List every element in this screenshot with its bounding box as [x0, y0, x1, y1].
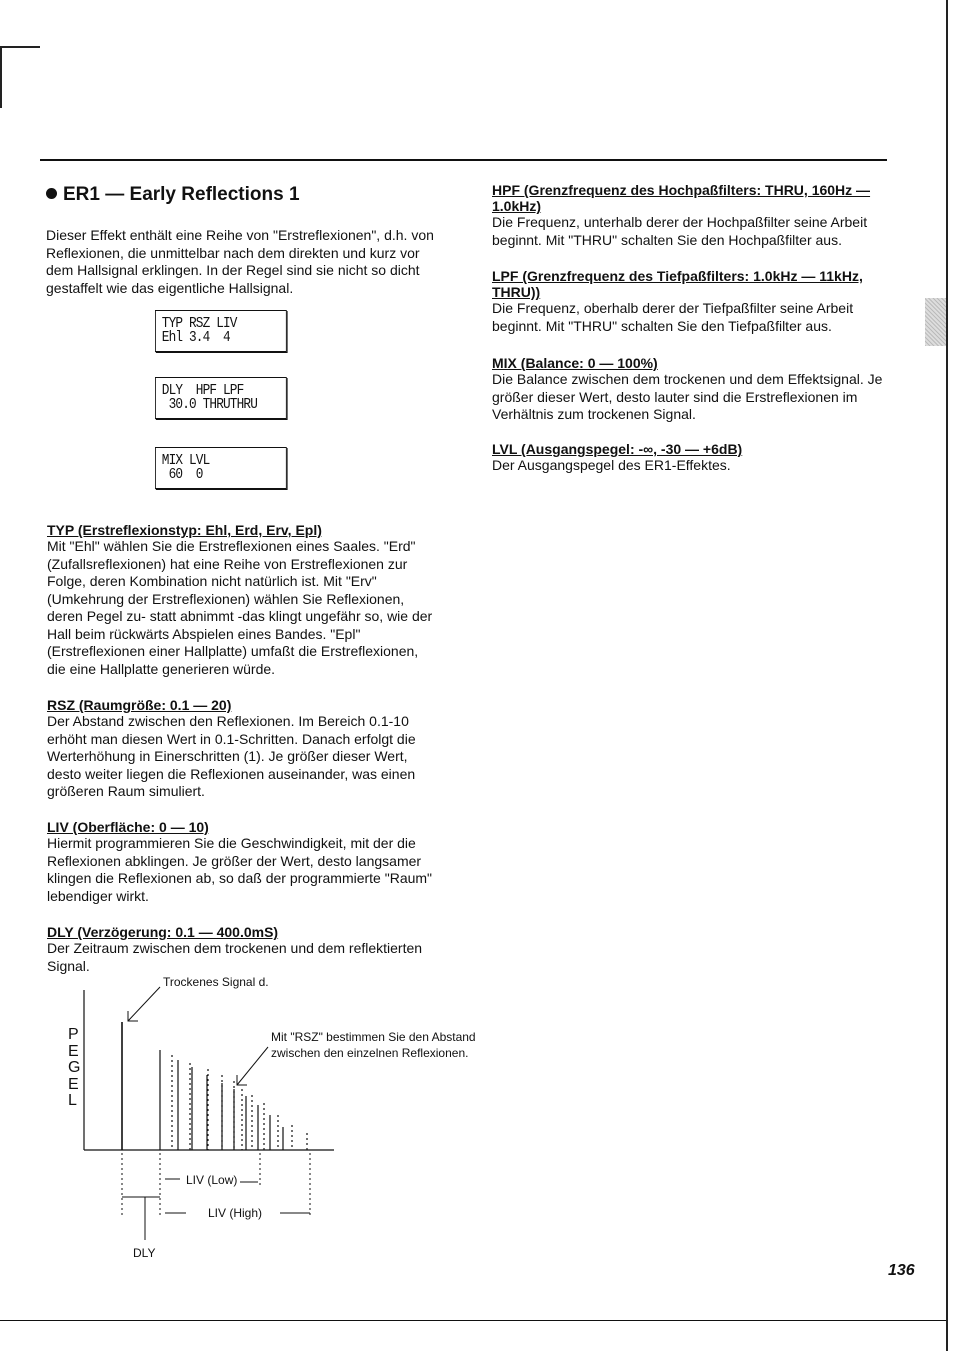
param-lvl	[492, 441, 887, 475]
lcd-display-2: DLY HPF LPF 30.0 THRUTHRU	[155, 377, 287, 419]
lcd-display-3: MIX LVL 60 0	[155, 447, 287, 489]
arrow-dry	[128, 987, 160, 1021]
param-heading: LIV (Oberfläche: 0 — 10)	[47, 819, 209, 835]
param-text: Der Abstand zwischen den Reflexionen. Im Bereich 0.1-10 erhöht man diesen Wert in 0.1-Schritten. Danach erfolgt die Werterhöhung in Einerschritten (1). Je größer dieser Wert, desto weiter liegen die Reflexionen auseinander, was einen größeren Raum simuliert.	[47, 713, 416, 799]
param-text: Die Frequenz, unterhalb derer der Hochpaßfilter seine Arbeit beginnt. Mit "THRU" schalten Sie den Hochpaßfilter aus.	[492, 214, 868, 248]
bullet-icon	[46, 188, 57, 199]
lcd-display-1: TYP RSZ LIV Ehl 3.4 4	[155, 310, 287, 352]
right-page-edge	[946, 0, 948, 1351]
param-text: Der Zeitraum zwischen dem trockenen und dem reflektierten Signal.	[47, 940, 423, 974]
param-text: Die Frequenz, oberhalb derer der Tiefpaßfilter seine Arbeit beginnt. Mit "THRU" schalten Sie den Tiefpaßfilter aus.	[492, 300, 854, 334]
param-mix	[492, 355, 887, 424]
param-text: Hiermit programmieren Sie die Geschwindigkeit, mit der die Reflexionen abklingen. Je größer der Wert, desto langsamer klingen die Reflexionen ab, so daß der programmierte "Raum" lebendiger wirkt.	[47, 835, 433, 904]
label-dry-signal: Trockenes Signal d.	[163, 975, 269, 989]
top-rule	[40, 159, 887, 161]
axis-label-pegel: P E G E L	[68, 1026, 81, 1109]
label-liv-low: LIV (Low)	[186, 1173, 238, 1187]
reflection-diagram	[0, 965, 520, 1265]
param-text: Mit "Ehl" wählen Sie die Erstreflexionen eines Saales. "Erd" (Zufallsreflexionen) hat eine Reihe von Erstreflexionen zur Folge, deren Kombination nicht natürlich ist. Mit "Erv" (Umkehrung der Erstreflexionen) wählen Sie Reflexionen, deren Pegel zu- statt abnimmt -das klingt ungefähr so, wie der Hall beim rückwärts Abspielen eines Bandes. "Epl" (Erstreflexionen einer Hallplatte) umfaßt die Erstreflexionen, die eine Hallplatte generieren würde.	[47, 538, 433, 677]
param-heading: LPF (Grenzfrequenz des Tiefpaßfilters: 1.0kHz — 11kHz, THRU))	[492, 268, 863, 300]
param-heading: LVL (Ausgangspegel: -∞, -30 — +6dB)	[492, 441, 743, 457]
param-heading: TYP (Erstreflexionstyp: Ehl, Erd, Erv, Epl)	[47, 522, 322, 538]
param-typ	[47, 522, 437, 678]
intro-text: Dieser Effekt enthält eine Reihe von "Erstreflexionen", d.h. von Reflexionen, die unmittelbar nach dem direkten und kurz vor dem Hallsignal erklingen. In der Regel sind sie nicht so dicht gestaffelt wie das eigentliche Hallsignal.	[46, 227, 434, 296]
left-edge-mark	[0, 48, 2, 108]
param-liv	[47, 819, 437, 905]
param-text: Der Ausgangspegel des ER1-Effektes.	[492, 457, 731, 473]
param-rsz	[47, 697, 437, 801]
corner-mark	[0, 46, 40, 48]
label-dly: DLY	[133, 1246, 156, 1260]
page-number: 136	[888, 1262, 915, 1279]
arrow-rsz	[237, 1047, 268, 1085]
param-text: Die Balance zwischen dem trockenen und dem Effektsignal. Je größer dieser Wert, desto lauter sind die Erstreflexionen im Verhältnis zum trockenen Signal.	[492, 371, 883, 422]
param-heading: RSZ (Raumgröße: 0.1 — 20)	[47, 697, 232, 713]
section-title: ER1 — Early Reflections 1	[46, 184, 300, 206]
param-heading: DLY (Verzögerung: 0.1 — 400.0mS)	[47, 924, 279, 940]
label-rsz: Mit "RSZ" bestimmen Sie den Abstand zwischen den einzelnen Reflexionen.	[271, 1030, 476, 1060]
label-liv-high: LIV (High)	[208, 1206, 263, 1220]
param-heading: HPF (Grenzfrequenz des Hochpaßfilters: THRU, 160Hz — 1.0kHz)	[492, 182, 871, 214]
param-lpf	[492, 268, 887, 335]
param-heading: MIX (Balance: 0 — 100%)	[492, 355, 658, 371]
bottom-rule	[0, 1320, 946, 1321]
param-hpf	[492, 182, 887, 249]
thumb-index-tab	[925, 298, 946, 346]
